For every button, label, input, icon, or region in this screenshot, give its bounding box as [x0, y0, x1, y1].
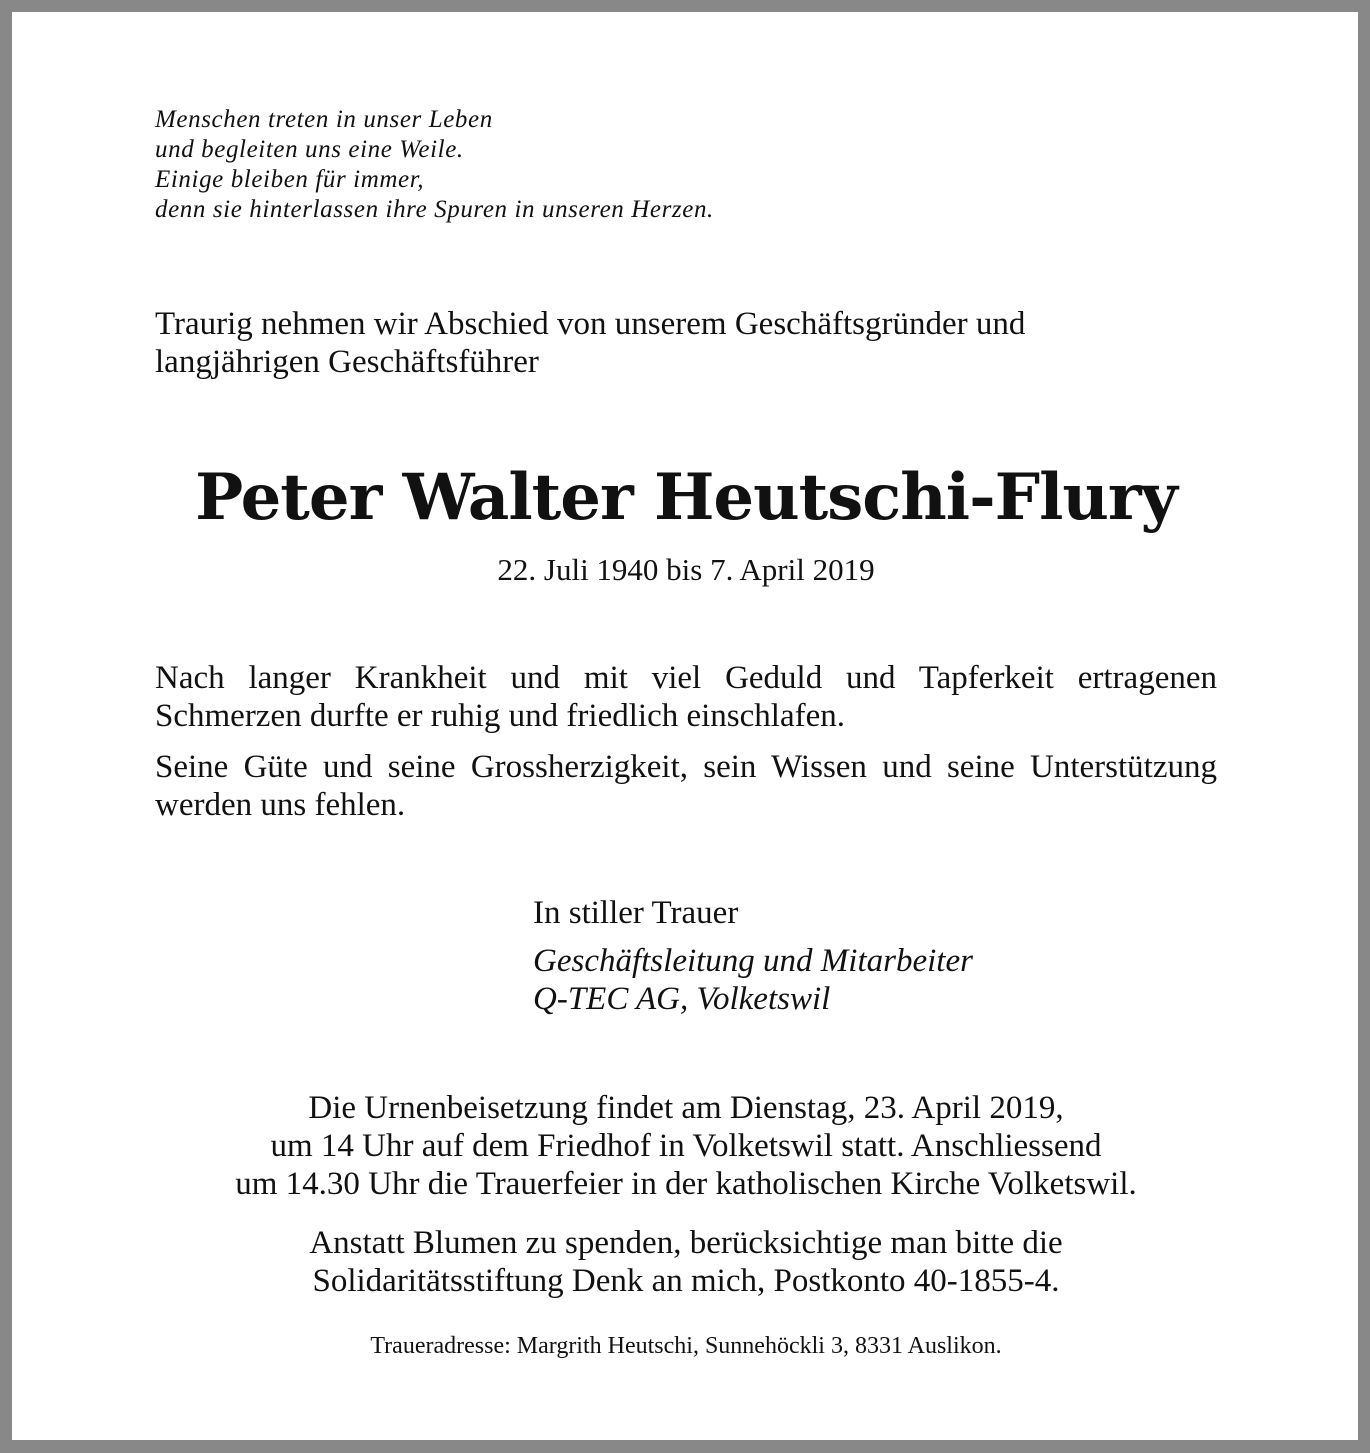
signatory-line: Q-TEC AG, Volketswil [533, 981, 831, 1017]
poem-line: Menschen treten in unser Leben [155, 106, 493, 133]
poem-line: Einige bleiben für immer, [155, 166, 425, 193]
intro-line: Traurig nehmen wir Abschied von unserem Geschäftsgründer und [155, 306, 1026, 342]
donation-line: Solidaritätsstiftung Denk an mich, Postkonto 40-1855-4. [312, 1263, 1060, 1299]
paragraph-kindness: Seine Güte und seine Grossherzigkeit, sein Wissen und seine Unterstützung werden uns fehlen. [155, 749, 1217, 823]
poem-line: und begleiten uns eine Weile. [155, 136, 464, 163]
intro-text [155, 305, 1217, 381]
signatory [533, 942, 1133, 1018]
deceased-name: Peter Walter Heutschi-Flury [195, 460, 1177, 535]
donation-line: Anstatt Blumen zu spenden, berücksichtige man bitte die [309, 1225, 1063, 1261]
signature-block [533, 894, 1133, 1018]
life-dates: 22. Juli 1940 bis 7. April 2019 [497, 552, 875, 587]
intro-line: langjährigen Geschäftsführer [155, 344, 539, 380]
donation-info [135, 1224, 1237, 1300]
paragraph-illness: Nach langer Krankheit und mit viel Geduld und Tapferkeit ertragenen Schmerzen durfte er ruhig und friedlich einschlafen. [155, 660, 1217, 734]
signatory-line: Geschäftsleitung und Mitarbeiter [533, 943, 973, 979]
burial-line: um 14.30 Uhr die Trauerfeier in der katholischen Kirche Volketswil. [235, 1166, 1137, 1202]
mourning-text: In stiller Trauer [533, 895, 739, 931]
obituary-page [12, 12, 1358, 1440]
poem [155, 105, 714, 225]
burial-info [135, 1089, 1237, 1203]
burial-line: Die Urnenbeisetzung findet am Dienstag, 23. April 2019, [308, 1090, 1064, 1126]
poem-line: denn sie hinterlassen ihre Spuren in unseren Herzen. [155, 196, 714, 223]
mourning-address: Traueradresse: Margrith Heutschi, Sunnehöckli 3, 8331 Auslikon. [370, 1333, 1002, 1359]
burial-line: um 14 Uhr auf dem Friedhof in Volketswil statt. Anschliessend [270, 1128, 1102, 1164]
